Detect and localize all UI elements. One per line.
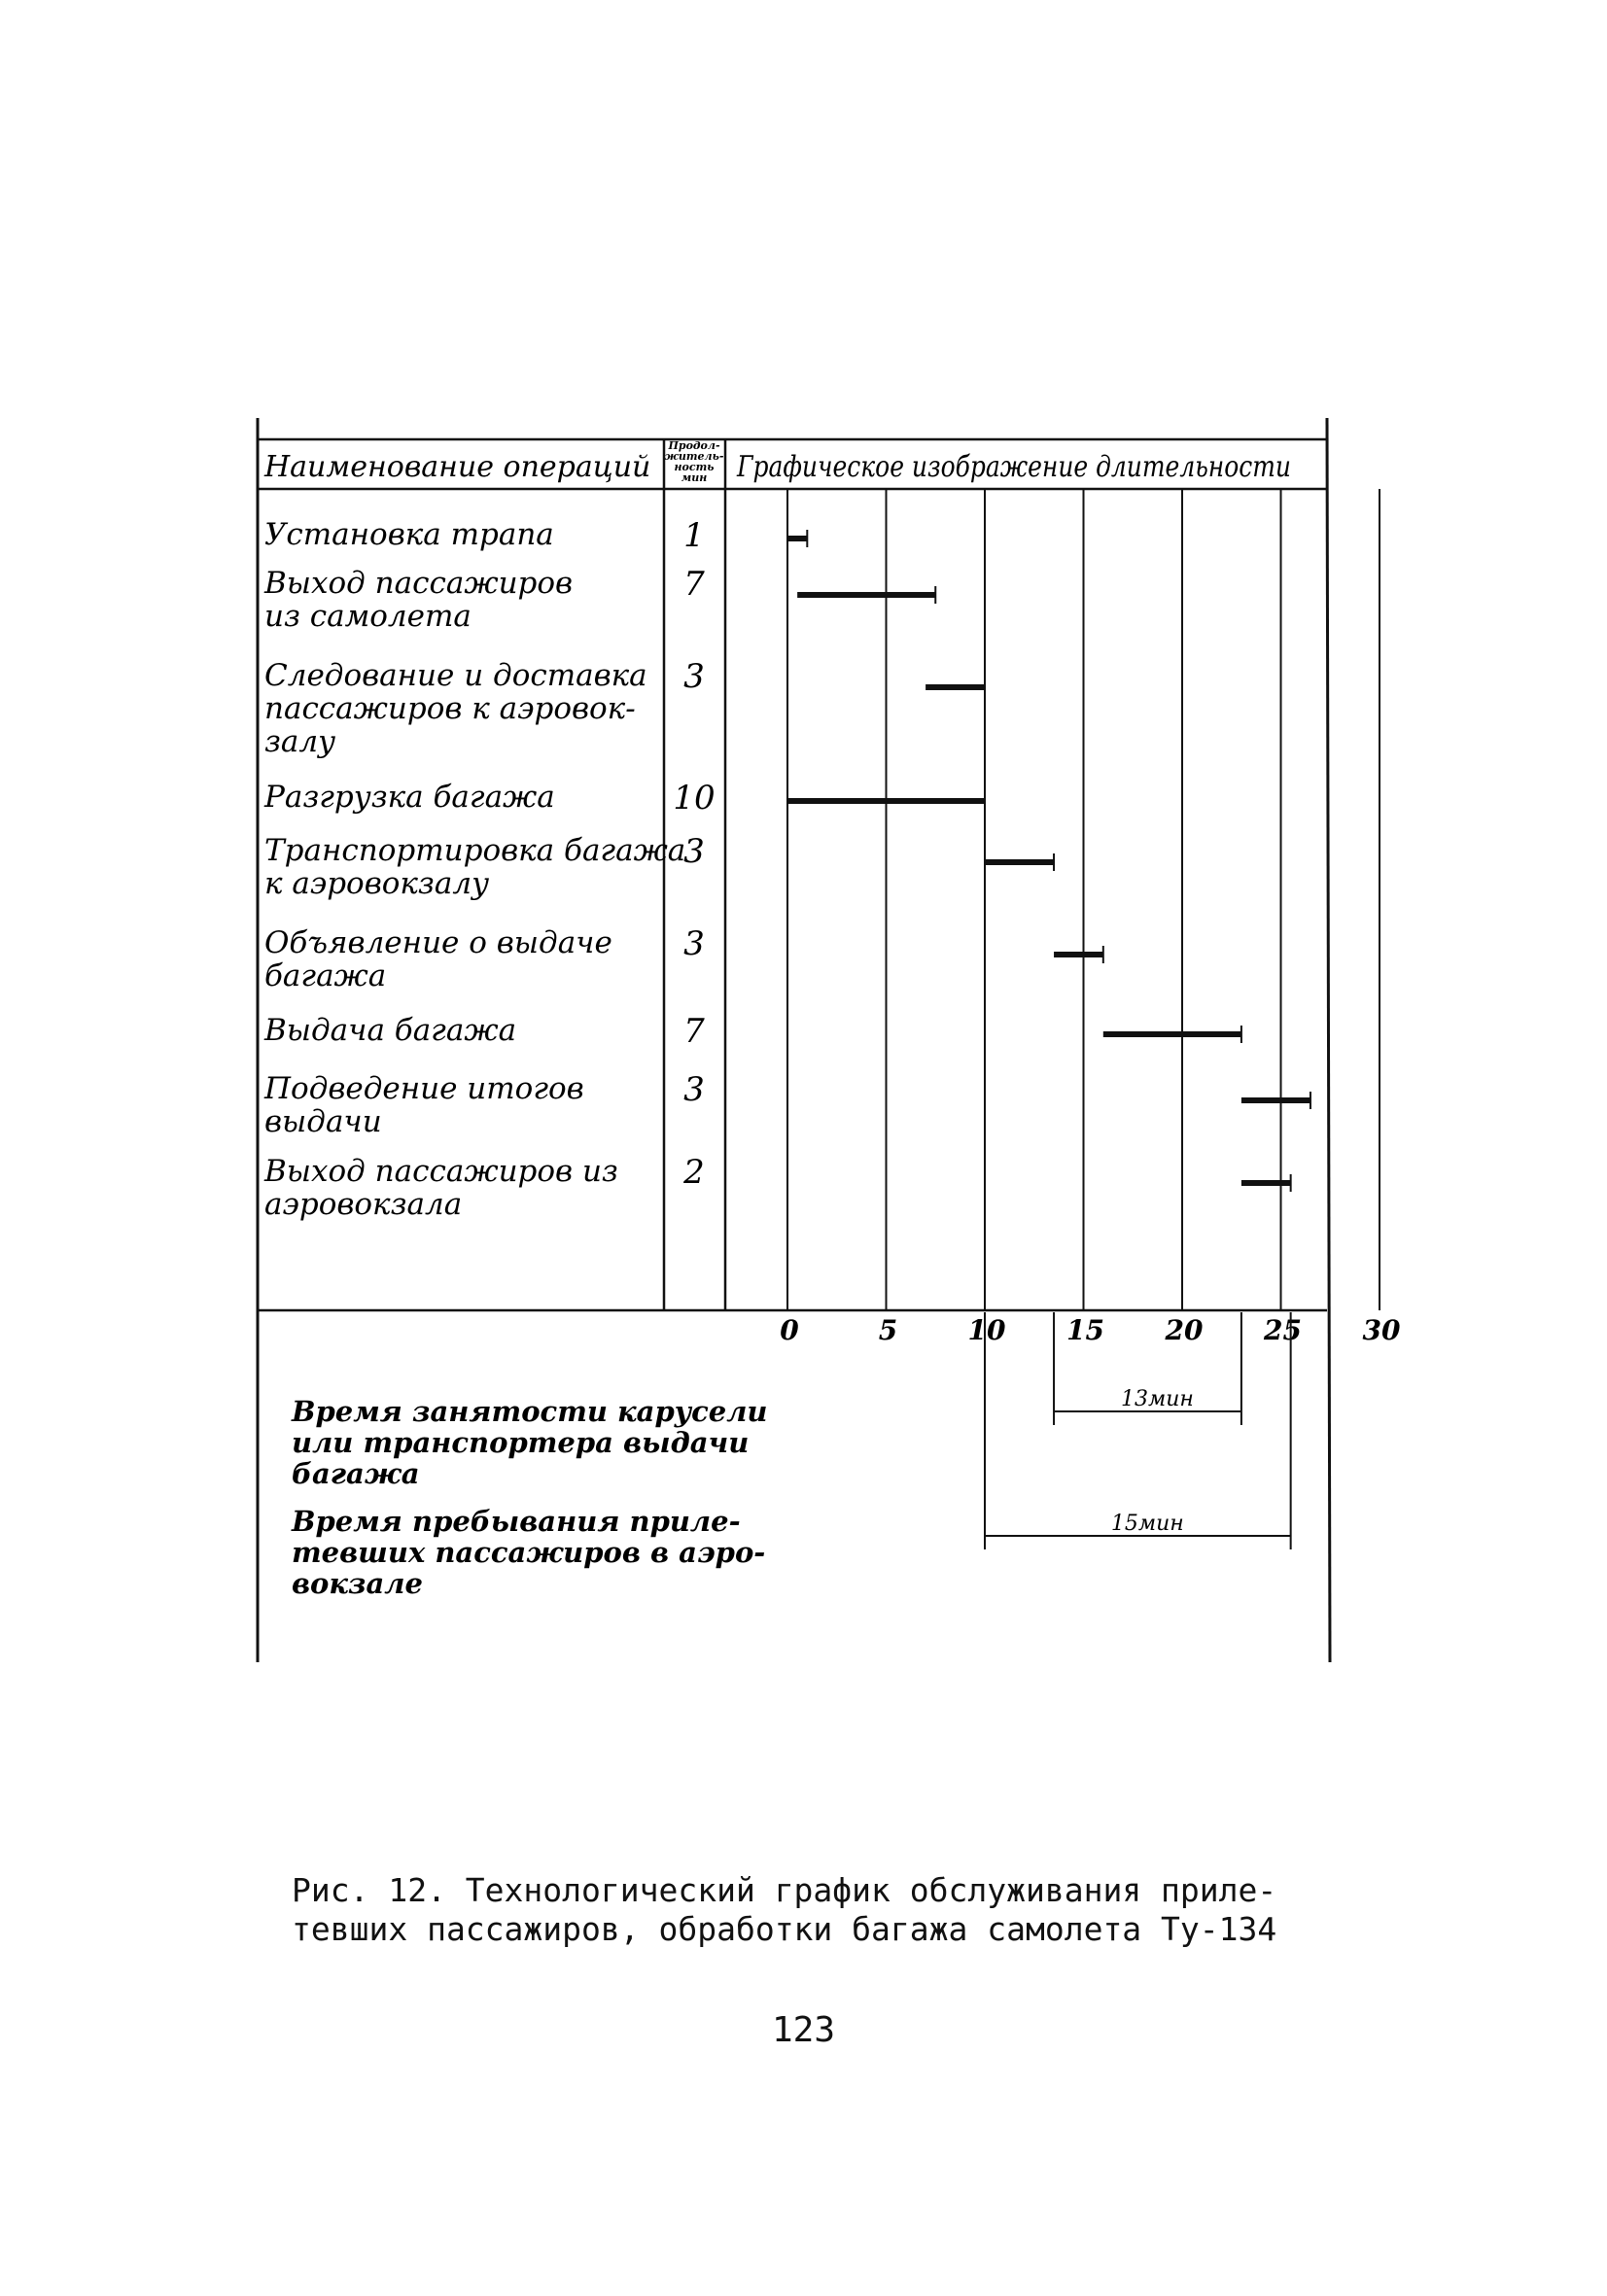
task-row (263, 1012, 1241, 1051)
header-operations: Наименование операций (264, 450, 651, 484)
frame-right (1327, 418, 1330, 1662)
summary-spans (291, 1312, 1291, 1600)
caption-line-1: Рис. 12. Технологический график обслуживания приле- (292, 1871, 1277, 1909)
task-name: Транспортировка багажа (264, 833, 686, 868)
task-name: из самолета (264, 599, 472, 634)
task-name: Выход пассажиров (264, 566, 574, 601)
header-duration-line: ность (674, 461, 715, 473)
task-name: к аэровокзалу (264, 866, 490, 901)
task-duration: 3 (683, 832, 705, 871)
x-tick-label: 15 (1066, 1314, 1104, 1346)
caption-line-2: тевших пассажиров, обработки багажа самолета Ту-134 (292, 1910, 1277, 1948)
task-name: залу (264, 724, 336, 759)
task-duration: 7 (683, 1012, 705, 1051)
task-row (264, 657, 985, 759)
header-duration-line: житель- (664, 450, 724, 463)
task-duration: 3 (683, 924, 705, 963)
header-graph: Графическое изображение длительности (736, 450, 1291, 484)
task-name: Выдача багажа (264, 1013, 517, 1048)
task-name: Следование и доставка (264, 658, 647, 693)
page-number: 123 (771, 2010, 836, 2050)
task-name: багажа (264, 958, 387, 993)
task-row (264, 832, 1054, 901)
task-name: аэровокзала (264, 1187, 463, 1222)
span-value: 15мин (1110, 1512, 1184, 1536)
task-name: Выход пассажиров из (264, 1154, 618, 1189)
task-duration: 1 (683, 516, 705, 555)
task-duration: 3 (683, 657, 705, 696)
x-tick-label: 30 (1362, 1314, 1401, 1346)
span-note: Время занятости карусели (292, 1395, 768, 1428)
figure-caption (292, 1871, 1361, 1949)
x-tick-label: 20 (1165, 1314, 1204, 1346)
x-axis-ticks (780, 1314, 1401, 1346)
task-name: выдачи (264, 1104, 382, 1139)
x-tick-label: 10 (967, 1314, 1006, 1346)
span-note: вокзале (292, 1567, 423, 1600)
header-duration (665, 439, 724, 484)
task-row (264, 924, 1103, 993)
x-tick-label: 0 (780, 1314, 799, 1346)
span-value: 13мин (1121, 1387, 1194, 1411)
task-name: Установка трапа (264, 517, 554, 552)
span-note: тевших пассажиров в аэро- (292, 1536, 766, 1569)
span-note: или транспортера выдачи (292, 1426, 750, 1459)
x-tick-label: 5 (878, 1314, 898, 1346)
task-duration: 3 (683, 1070, 705, 1109)
task-name: пассажиров к аэровок- (264, 691, 636, 726)
task-name: Подведение итогов (264, 1071, 584, 1106)
task-duration: 7 (683, 565, 705, 604)
header-duration-line: мин (681, 471, 708, 484)
span-note: Время пребывания приле- (292, 1505, 741, 1538)
task-name: Разгрузка багажа (264, 780, 555, 815)
task-name: Объявление о выдаче (264, 925, 612, 960)
task-duration: 10 (673, 779, 716, 818)
span-note: багажа (292, 1457, 420, 1490)
header-duration-line: Продол- (668, 439, 720, 452)
task-row (263, 779, 985, 818)
x-tick-label: 25 (1264, 1314, 1302, 1346)
task-row (263, 565, 935, 634)
task-row (263, 1153, 1291, 1222)
task-duration: 2 (683, 1153, 705, 1192)
